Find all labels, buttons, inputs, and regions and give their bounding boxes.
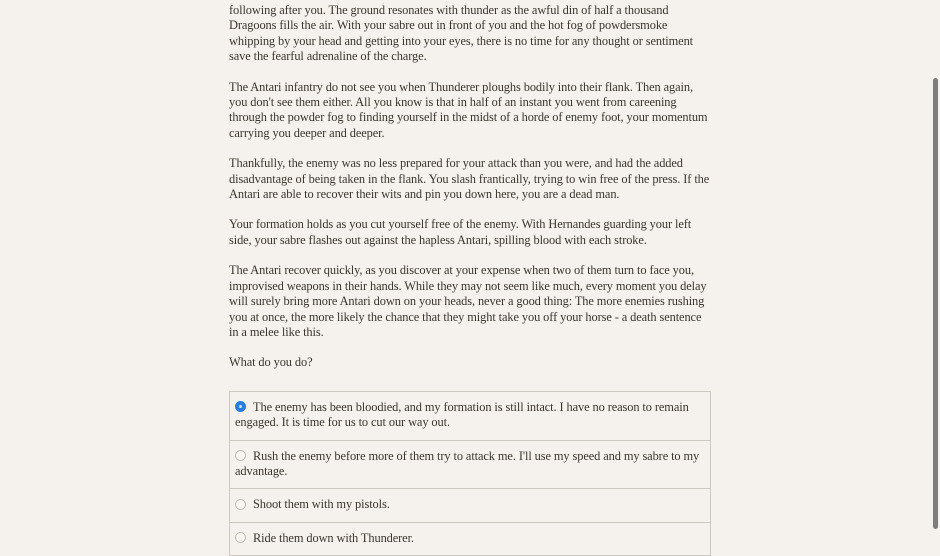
choice-option-3[interactable] xyxy=(230,488,710,521)
story-paragraph: The Antari infantry do not see you when Thunderer ploughs bodily into their flank. Then again, you don't see them either. All you know is that in half of an instant you went from careening through the powder fog to finding yourself in the midst of a horde of enemy foot, your momentum carrying you deeper and deeper. xyxy=(229,79,708,140)
radio-button-icon[interactable] xyxy=(235,532,246,543)
choice-label: Rush the enemy before more of them try to attack me. I'll use my speed and my sabre to my advantage. xyxy=(235,448,700,478)
choice-label: Shoot them with my pistols. xyxy=(253,497,390,512)
choice-option-4[interactable] xyxy=(230,522,710,555)
story-paragraph: Thankfully, the enemy was no less prepared for your attack than you were, and had the added disadvantage of being taken in the flank. You slash frantically, trying to win free of the press. If the Antari are able to recover their wits and pin you down here, you are a dead man. xyxy=(229,156,710,202)
choice-list xyxy=(229,391,711,556)
story-paragraph: Your formation holds as you cut yourself free of the enemy. With Hernandes guarding your left side, your sabre flashes out against the hapless Antari, spilling blood with each stroke. xyxy=(229,217,692,247)
choice-option-1[interactable] xyxy=(230,392,710,440)
story-paragraph: The Antari recover quickly, as you discover at your expense when two of them turn to face you, improvised weapons in their hands. While they may not seem like much, every moment you delay will surely bring more Antari down on your heads, never a good thing: The more enemies rushing you at once, the more likely the chance that they might take you off your horse - a death sentence in a melee like this. xyxy=(229,263,707,339)
radio-button-icon[interactable] xyxy=(235,499,246,510)
scrollbar-thumb[interactable] xyxy=(933,78,938,529)
choice-label: The enemy has been bloodied, and my formation is still intact. I have no reason to remain engaged. It is time for us to cut our way out. xyxy=(235,399,689,430)
choice-option-2[interactable] xyxy=(230,440,710,489)
radio-button-icon[interactable] xyxy=(235,450,246,461)
radio-button-icon[interactable] xyxy=(235,401,246,412)
story-column xyxy=(229,0,711,556)
story-paragraph: following after you. The ground resonates with thunder as the awful din of half a thousand Dragoons fills the air. With your sabre out in front of you and the hot fog of powdersmoke whipping by your head and getting into your eyes, there is no time for any thought or sentiment save the fearful adrenaline of the charge. xyxy=(229,3,694,64)
story-question: What do you do? xyxy=(229,355,313,370)
choice-label: Ride them down with Thunderer. xyxy=(253,530,414,545)
